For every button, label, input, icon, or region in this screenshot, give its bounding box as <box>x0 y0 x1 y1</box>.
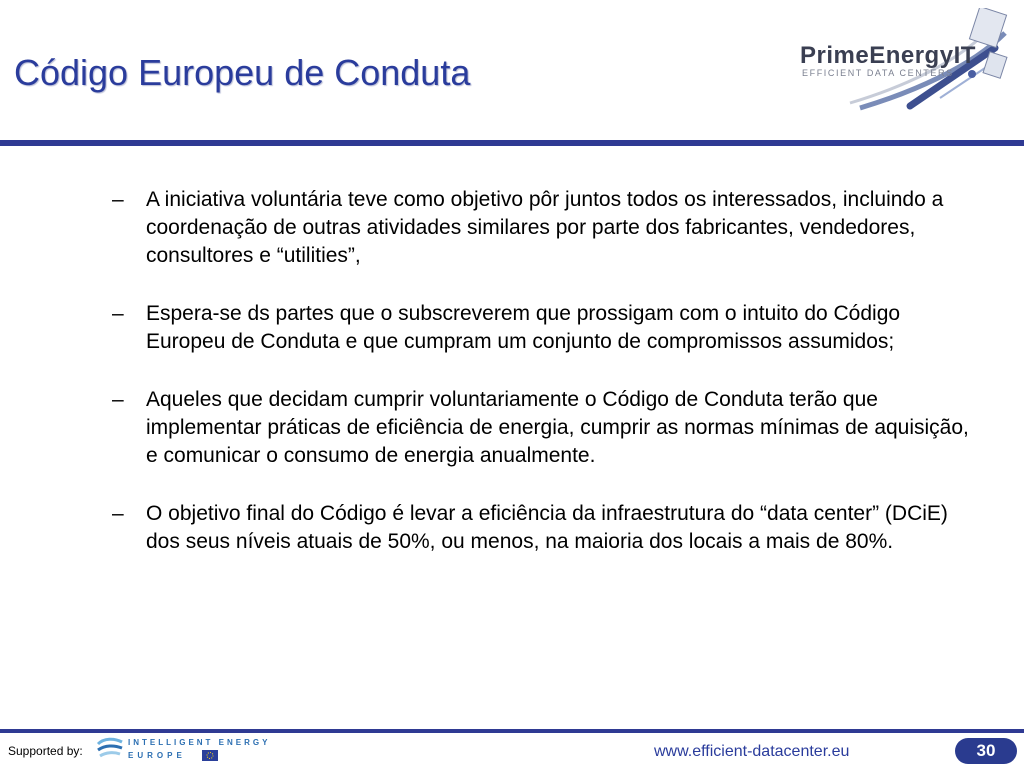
bullet-text: O objetivo final do Código é levar a eficiência da infraestrutura do “data center” (DCiE) dos seus níveis atuais de 50%, ou menos, na maioria dos locais a mais de 80%. <box>146 502 948 553</box>
header-divider <box>0 140 1024 146</box>
supported-by-label: Supported by: <box>8 744 83 758</box>
bullet-item <box>112 186 972 270</box>
bullet-marker: – <box>112 502 124 525</box>
footer-website-link[interactable]: www.efficient-datacenter.eu <box>654 743 850 760</box>
intelligent-energy-europe-logo <box>96 736 296 764</box>
bullet-marker: – <box>112 188 124 211</box>
primeenergyit-logo <box>790 8 1024 120</box>
iee-swoosh-icon <box>96 736 124 762</box>
footer-divider <box>0 729 1024 733</box>
bullet-list <box>112 186 972 586</box>
sponsor-line-1: INTELLIGENT ENERGY <box>128 738 271 747</box>
bullet-item <box>112 300 972 356</box>
eu-flag-icon <box>202 750 218 761</box>
sponsor-line-2: EUROPE <box>128 751 186 760</box>
bullet-item <box>112 386 972 470</box>
bullet-text: A iniciativa voluntária teve como objetivo pôr juntos todos os interessados, incluindo a coordenação de outras atividades similares por parte dos fabricantes, vendedores, consultores e “utilities”, <box>146 188 944 267</box>
logo-wordmark: PrimeEnergyIT <box>800 42 976 69</box>
bullet-marker: – <box>112 302 124 325</box>
bullet-marker: – <box>112 388 124 411</box>
logo-tagline: EFFICIENT DATA CENTERS <box>802 68 954 78</box>
bullet-text: Espera-se ds partes que o subscreverem que prossigam com o intuito do Código Europeu de Conduta e que cumpram um conjunto de compromissos assumidos; <box>146 302 901 353</box>
bullet-text: Aqueles que decidam cumprir voluntariamente o Código de Conduta terão que implementar práticas de eficiência de energia, cumprir as normas mínimas de aquisição, e comunicar o consumo de energia anualmente. <box>146 388 969 467</box>
bullet-item <box>112 500 972 556</box>
slide-title: Código Europeu de Conduta <box>14 52 471 93</box>
page-number-badge: 30 <box>955 738 1017 764</box>
